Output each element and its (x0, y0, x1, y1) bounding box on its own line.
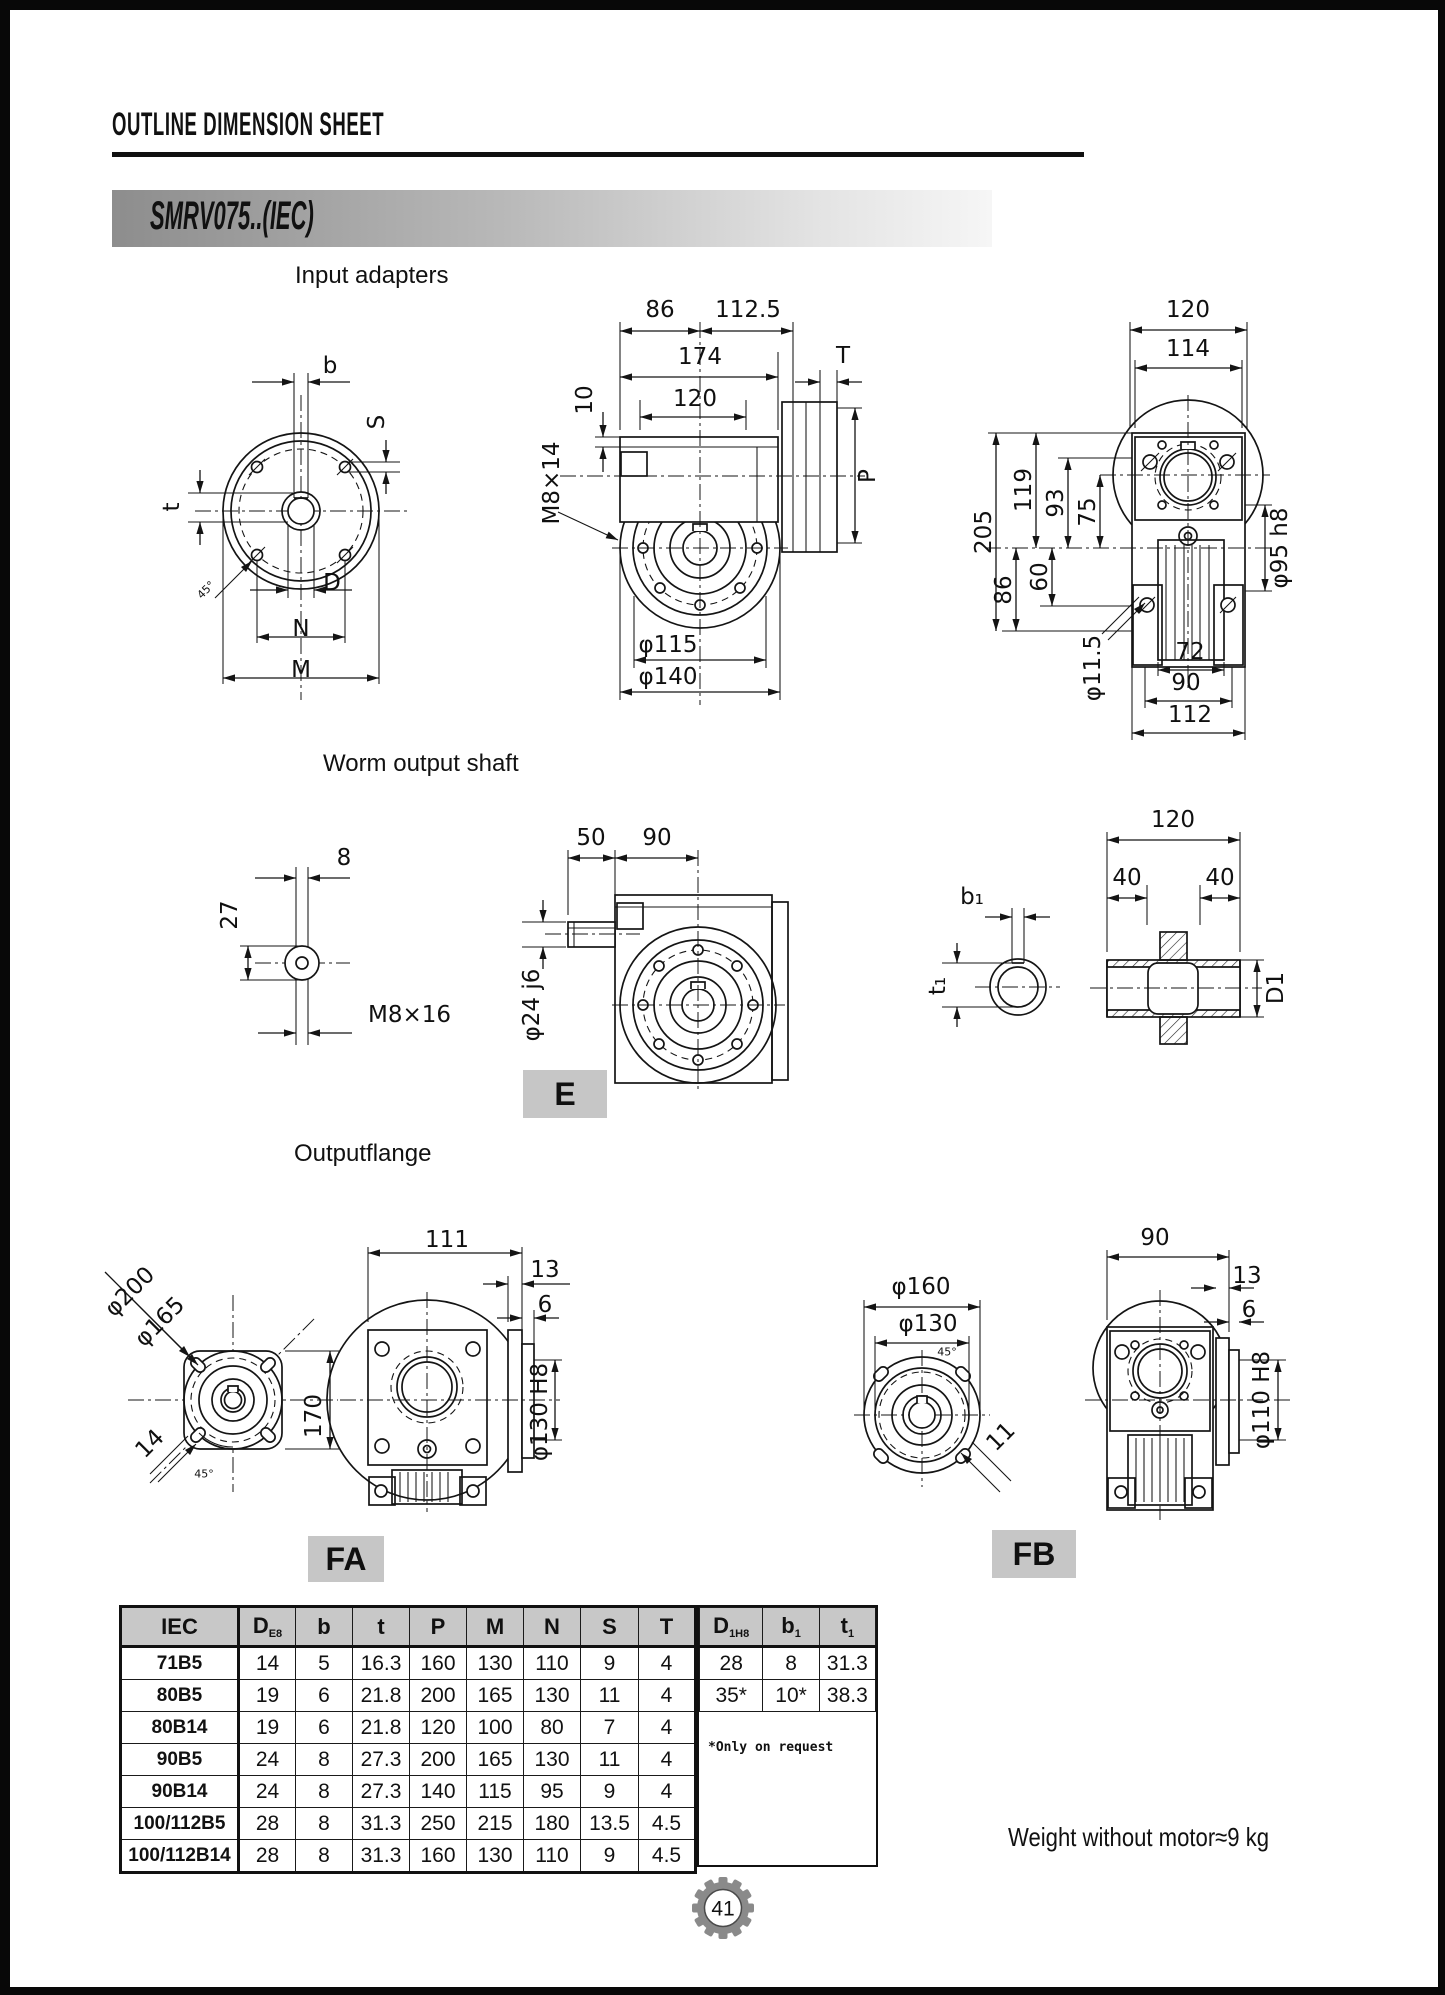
fa-flange-front-drawing (80, 1250, 360, 1505)
cell: 100 (467, 1712, 524, 1744)
fa-flange-side-drawing (330, 1222, 580, 1522)
cell: 115 (467, 1776, 524, 1808)
outline-geometry (255, 867, 350, 1045)
cell: 9 (581, 1647, 639, 1680)
dim-label-13: 13 (530, 1257, 560, 1283)
cell: 16.3 (353, 1647, 410, 1680)
dim-label-114: 114 (1166, 336, 1210, 362)
dim-label-90: 90 (1140, 1225, 1170, 1251)
dim-label-205: 205 (971, 510, 997, 554)
cell: 160 (410, 1840, 467, 1873)
table-header-row (700, 1608, 876, 1647)
cell: 140 (410, 1776, 467, 1808)
cell: 31.3 (353, 1840, 410, 1873)
cell: 27.3 (353, 1776, 410, 1808)
cell-iec: 80B5 (121, 1680, 239, 1712)
dim-label-s: S (364, 414, 390, 430)
dim-label-dia24j6: φ24 j6 (519, 968, 545, 1042)
dim-label-p: P (855, 469, 881, 483)
cell: 28 (700, 1647, 763, 1680)
cell: 165 (467, 1744, 524, 1776)
dimension-annotations (217, 845, 451, 1033)
cell: 14 (239, 1647, 296, 1680)
table-row (121, 1680, 696, 1712)
dim-label-14: 14 (130, 1424, 170, 1464)
angle-label: 45° (937, 1345, 957, 1359)
cell: 9 (581, 1776, 639, 1808)
weight-note: Weight without motor≈9 kg (1008, 1822, 1270, 1852)
dim-label-b: b (322, 353, 338, 379)
dim-label-174: 174 (678, 344, 722, 370)
col-header-b1: $b_1$ (763, 1608, 819, 1647)
cell-iec: 100/112B14 (121, 1840, 239, 1873)
title-underline (112, 152, 1084, 157)
cell: 250 (410, 1808, 467, 1840)
view-tag-fa-label: FA (325, 1540, 367, 1577)
dim-label-dia160: φ160 (891, 1274, 951, 1300)
cell: 11 (581, 1680, 639, 1712)
cell-iec: 71B5 (121, 1647, 239, 1680)
output-shaft-table (699, 1607, 876, 1712)
cell: 11 (581, 1744, 639, 1776)
view-tag-e (523, 1070, 607, 1118)
col-header-d1: $D_{1H8}$ (700, 1608, 763, 1647)
cell: 8 (296, 1808, 353, 1840)
dim-label-dia11-5: φ11.5 (1080, 634, 1106, 702)
cell: 10* (763, 1680, 819, 1712)
outline-geometry (854, 1350, 990, 1487)
view-tag-fb (992, 1530, 1076, 1578)
cell: 21.8 (353, 1680, 410, 1712)
cell: 4 (639, 1680, 696, 1712)
fb-flange-side-drawing (1060, 1222, 1300, 1522)
cell: 4 (639, 1712, 696, 1744)
worm-shaft-end-drawing (180, 830, 470, 1060)
dim-label-90: 90 (1171, 670, 1201, 696)
page-number-badge (680, 1865, 766, 1951)
dim-label-86: 86 (991, 575, 1017, 605)
input-adapter-rear-drawing (955, 290, 1300, 760)
dim-label-dia130: φ130 (898, 1311, 958, 1337)
table-row (121, 1808, 696, 1840)
cell: 200 (410, 1680, 467, 1712)
dimension-table (119, 1605, 697, 1874)
cell: 5 (296, 1647, 353, 1680)
cell: 6 (296, 1680, 353, 1712)
table-row (700, 1680, 876, 1712)
cell: 27.3 (353, 1744, 410, 1776)
dim-label-8: 8 (336, 845, 352, 871)
cell: 28 (239, 1808, 296, 1840)
dim-label-6: 6 (537, 1292, 553, 1318)
view-tag-fa (308, 1536, 384, 1582)
table-row (121, 1840, 696, 1873)
dim-label-90: 90 (642, 825, 672, 851)
dim-label-120: 120 (673, 386, 717, 412)
cell: 8 (763, 1647, 819, 1680)
dim-label-86: 86 (645, 297, 675, 323)
cell-iec: 100/112B5 (121, 1808, 239, 1840)
cell: 130 (467, 1647, 524, 1680)
dim-label-112: 112 (1168, 702, 1212, 728)
worm-shaft-side-drawing (500, 820, 890, 1090)
dim-label-d: D (323, 570, 341, 596)
dim-label-111: 111 (425, 1227, 469, 1253)
cell: 6 (296, 1712, 353, 1744)
col-header-iec: IEC (121, 1607, 239, 1647)
model-name: SMRV075..(IEC) (150, 194, 314, 238)
col-header-b: b (296, 1607, 353, 1647)
cell: 4.5 (639, 1808, 696, 1840)
cell: 130 (467, 1840, 524, 1873)
outline-geometry (545, 850, 788, 1090)
col-header-n: N (524, 1607, 581, 1647)
view-tag-e-label: E (554, 1075, 576, 1112)
dim-label-120: 120 (1151, 807, 1195, 833)
outline-geometry (560, 322, 865, 705)
dim-label-112-5: 112.5 (715, 297, 781, 323)
dim-label-dia140: φ140 (638, 664, 698, 690)
page-title: OUTLINE DIMENSION SHEET (112, 106, 385, 142)
input-adapter-side-drawing (420, 280, 880, 710)
dim-label-t: T (835, 343, 851, 369)
table-row (121, 1712, 696, 1744)
section-input-adapters: Input adapters (295, 262, 449, 289)
dim-label-dia95h8: φ95 h8 (1267, 507, 1293, 589)
table-row (700, 1647, 876, 1680)
dim-label-119: 119 (1011, 468, 1037, 512)
cell-iec: 90B14 (121, 1776, 239, 1808)
cell-iec: 90B5 (121, 1744, 239, 1776)
cell: 110 (524, 1647, 581, 1680)
dim-label-t1: t₁ (925, 976, 951, 996)
section-output-flange: Outputflange (294, 1140, 432, 1167)
page-number: 41 (711, 1897, 735, 1921)
cell: 180 (524, 1808, 581, 1840)
cell: 13.5 (581, 1808, 639, 1840)
thread-label-m8x16: M8×16 (368, 1002, 452, 1028)
thread-label-m8x14: M8×14 (539, 441, 565, 525)
cell: 8 (296, 1840, 353, 1873)
dim-label-dia165: φ165 (129, 1291, 191, 1353)
dim-label-b1: b₁ (960, 884, 984, 910)
outline-geometry (985, 395, 1270, 690)
cell: 110 (524, 1840, 581, 1873)
col-header-t1: $t_1$ (819, 1608, 875, 1647)
cell: 200 (410, 1744, 467, 1776)
dim-label-27: 27 (217, 900, 243, 930)
dim-label-11: 11 (981, 1417, 1021, 1457)
cell: 4.5 (639, 1840, 696, 1873)
dim-label-50: 50 (576, 825, 606, 851)
col-header-m: M (467, 1607, 524, 1647)
cell: 28 (239, 1840, 296, 1873)
dim-label-72: 72 (1175, 639, 1205, 665)
output-shaft-table-box (697, 1605, 878, 1867)
cell: 31.3 (819, 1647, 875, 1680)
outline-geometry (327, 1292, 560, 1512)
table-row (121, 1647, 696, 1680)
dim-label-d1: D1 (1263, 971, 1289, 1005)
dim-label-dia200: φ200 (99, 1261, 161, 1323)
dim-label-13: 13 (1232, 1263, 1262, 1289)
cell: 130 (524, 1680, 581, 1712)
view-tag-fb-label: FB (1012, 1535, 1056, 1572)
model-banner (112, 190, 992, 247)
table-row (121, 1744, 696, 1776)
outline-geometry (975, 908, 1262, 1044)
cell: 160 (410, 1647, 467, 1680)
section-worm-output-shaft: Worm output shaft (323, 750, 519, 777)
hollow-shaft-drawing (920, 790, 1300, 1070)
dim-label-n: N (292, 616, 310, 642)
cell: 38.3 (819, 1680, 875, 1712)
dim-label-dia110h8: φ110 H8 (1249, 1350, 1275, 1450)
cell: 19 (239, 1712, 296, 1744)
cell: 80 (524, 1712, 581, 1744)
cell: 31.3 (353, 1808, 410, 1840)
cell: 4 (639, 1647, 696, 1680)
table-row (121, 1776, 696, 1808)
dim-label-dia115: φ115 (638, 632, 698, 658)
cell: 7 (581, 1712, 639, 1744)
col-header-d: $D_{E8}$ (239, 1607, 296, 1647)
cell: 165 (467, 1680, 524, 1712)
col-header-tt: T (639, 1607, 696, 1647)
dim-label-170: 170 (301, 1394, 327, 1438)
cell: 8 (296, 1776, 353, 1808)
dim-label-60: 60 (1027, 562, 1053, 592)
cell: 8 (296, 1744, 353, 1776)
cell: 130 (524, 1744, 581, 1776)
dim-label-m: M (291, 657, 311, 683)
dim-label-t: t (159, 502, 185, 512)
dim-label-dia130h8: φ130 H8 (527, 1362, 553, 1462)
cell: 9 (581, 1840, 639, 1873)
dimension-annotations (159, 353, 400, 684)
dim-label-10: 10 (572, 385, 598, 415)
cell-iec: 80B14 (121, 1712, 239, 1744)
input-adapter-front-drawing (148, 345, 448, 710)
cell: 4 (639, 1744, 696, 1776)
cell: 21.8 (353, 1712, 410, 1744)
dim-label-75: 75 (1075, 497, 1101, 527)
cell: 35* (700, 1680, 763, 1712)
table-header-row (121, 1607, 696, 1647)
cell: 95 (524, 1776, 581, 1808)
col-header-s: S (581, 1607, 639, 1647)
cell: 19 (239, 1680, 296, 1712)
angle-label: 45° (194, 578, 218, 602)
angle-label: 45° (194, 1467, 214, 1481)
dim-label-40b: 40 (1205, 865, 1235, 891)
col-header-p: P (410, 1607, 467, 1647)
cell: 24 (239, 1776, 296, 1808)
cell: 215 (467, 1808, 524, 1840)
cell: 24 (239, 1744, 296, 1776)
fb-flange-front-drawing (838, 1265, 1043, 1510)
dim-label-6: 6 (1241, 1297, 1257, 1323)
cell: 4 (639, 1776, 696, 1808)
table-footnote: *Only on request (708, 1740, 834, 1755)
dim-label-40a: 40 (1112, 865, 1142, 891)
dim-label-93: 93 (1043, 488, 1069, 518)
dim-label-120: 120 (1166, 297, 1210, 323)
cell: 120 (410, 1712, 467, 1744)
col-header-t: t (353, 1607, 410, 1647)
